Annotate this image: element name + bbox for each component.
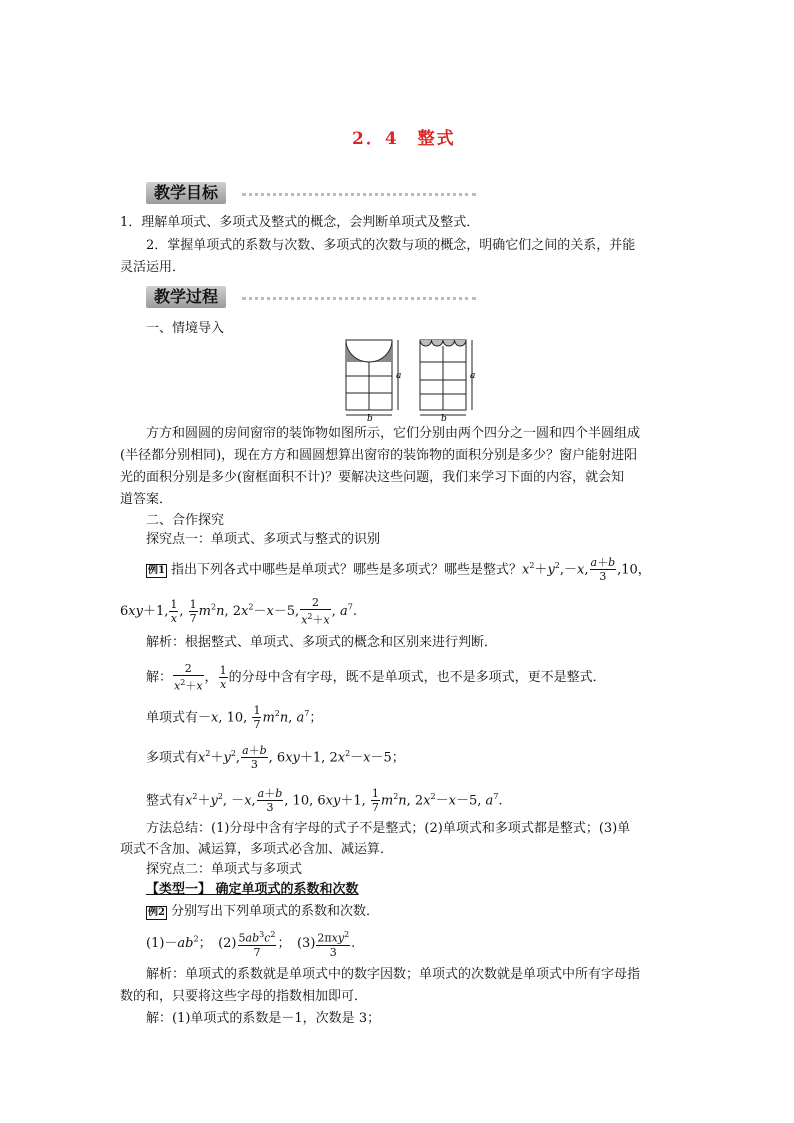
label-a: a — [470, 371, 476, 381]
section-label: 教学目标 — [146, 182, 226, 204]
method-1: 方法总结：(1)分母中含有字母的式子不是整式；(2)单项式和多项式都是整式；(3)单 — [146, 821, 631, 836]
divider — [242, 297, 476, 300]
solution1: 解： $\frac{2}{x^2+x}$ ， $\frac{1}{x}$ 的分母中含有字母，既不是单项式，也不是多项式，更不是整式． — [146, 662, 606, 693]
label-b: b — [441, 414, 447, 422]
intro-3: 光的面积分别是多少(窗框面积不计)？要解决这些问题，我们来学习下面的内容，就会知 — [120, 470, 625, 485]
divider — [242, 193, 476, 196]
example2-question: 分别写出下列单项式的系数和次数． — [170, 904, 379, 919]
point1-heading: 探究点一：单项式、多项式与整式的识别 — [146, 532, 381, 547]
intro-4: 道答案． — [120, 492, 173, 507]
intro-2: (半径都分别相同)，现在方方和圆圆想算出窗帘的装饰物的面积分别是多少？窗户能射进阳 — [120, 448, 638, 463]
section-goals — [146, 182, 476, 206]
monomials-line: 单项式有－x, 10, $\frac{1}{7}$ $m^2n$, $a^7$； — [146, 704, 323, 732]
analysis2-2: 数的和，只要将这些字母的指数相加即可． — [120, 989, 368, 1004]
part1-heading: 一、情境导入 — [146, 321, 225, 336]
window-left — [346, 340, 398, 415]
goal-3: 灵活运用． — [120, 260, 186, 275]
method-2: 项式不含加、减运算，多项式必含加、减运算． — [120, 842, 394, 857]
section-process — [146, 286, 476, 310]
label-b: b — [367, 414, 373, 422]
window-right — [420, 340, 472, 415]
solution2: 解：(1)单项式的系数是－1，次数是 3； — [146, 1011, 381, 1026]
monomials-label: 单项式有 — [146, 710, 199, 726]
page-title: 2．4 整式 — [352, 129, 456, 149]
section-label: 教学过程 — [146, 286, 226, 308]
example-tag: 例1 — [148, 565, 165, 577]
integral-line: 整式有$x^2+y^2$, －x, $\frac{a+b}{3}$ , 10, 6xy＋1, $\frac{1}{7}$ $m^2n$, $2x^2-x-5$, $a^7$. — [146, 787, 503, 815]
part2-heading: 二、合作探究 — [146, 513, 225, 528]
solution1-text: 的分母中含有字母，既不是单项式，也不是多项式，更不是整式． — [228, 669, 606, 685]
example2 — [146, 901, 706, 923]
example-tag: 例2 — [148, 907, 165, 918]
goal-1: 1．理解单项式、多项式及整式的概念，会判断单项式及整式． — [120, 215, 480, 230]
type1-heading: 【类型一】 确定单项式的系数和次数 — [146, 882, 359, 897]
goal-2: 2．掌握单项式的系数与次数、多项式的次数与项的概念，明确它们之间的关系，并能 — [146, 238, 636, 253]
intro-1: 方方和圆圆的房间窗帘的装饰物如图所示，它们分别由两个四分之一圆和四个半圆组成 — [146, 426, 641, 441]
example1: 例1 指出下列各式中哪些是单项式？哪些是多项式？哪些是整式？$x^2+y^2,-x$, $\frac{a+b}{3}$ ,10， — [148, 556, 651, 584]
label-a: a — [396, 371, 402, 381]
integral-label: 整式有 — [146, 793, 186, 809]
example1-question: 指出下列各式中哪些是单项式？哪些是多项式？哪些是整式？ — [170, 562, 522, 578]
analysis1: 解析：根据整式、单项式、多项式的概念和区别来进行判断． — [146, 635, 498, 650]
window-figure — [340, 336, 490, 422]
point2-heading: 探究点二：单项式与多项式 — [146, 862, 303, 877]
example2-items: $(1)-ab^2$； (2) $\frac{5ab^3c^2}{7}$ ； (3) $\frac{2\pi xy^2}{3}$ . — [146, 930, 356, 959]
polynomials-label: 多项式有 — [146, 750, 199, 766]
polynomials-line: 多项式有$x^2+y^2$, $\frac{a+b}{3}$ , 6xy＋1, $2x^2-x-5$； — [146, 744, 405, 772]
analysis2-1: 解析：单项式的系数就是单项式中的数字因数；单项式的次数就是单项式中所有字母指 — [146, 967, 641, 982]
example1-line2: 6xy＋1, $\frac{1}{x}$ , $\frac{1}{7}$ $m^2n$, $2x^2-x-5$, $\frac{2}{x^2+x}$ , $a^7$. — [120, 596, 357, 627]
